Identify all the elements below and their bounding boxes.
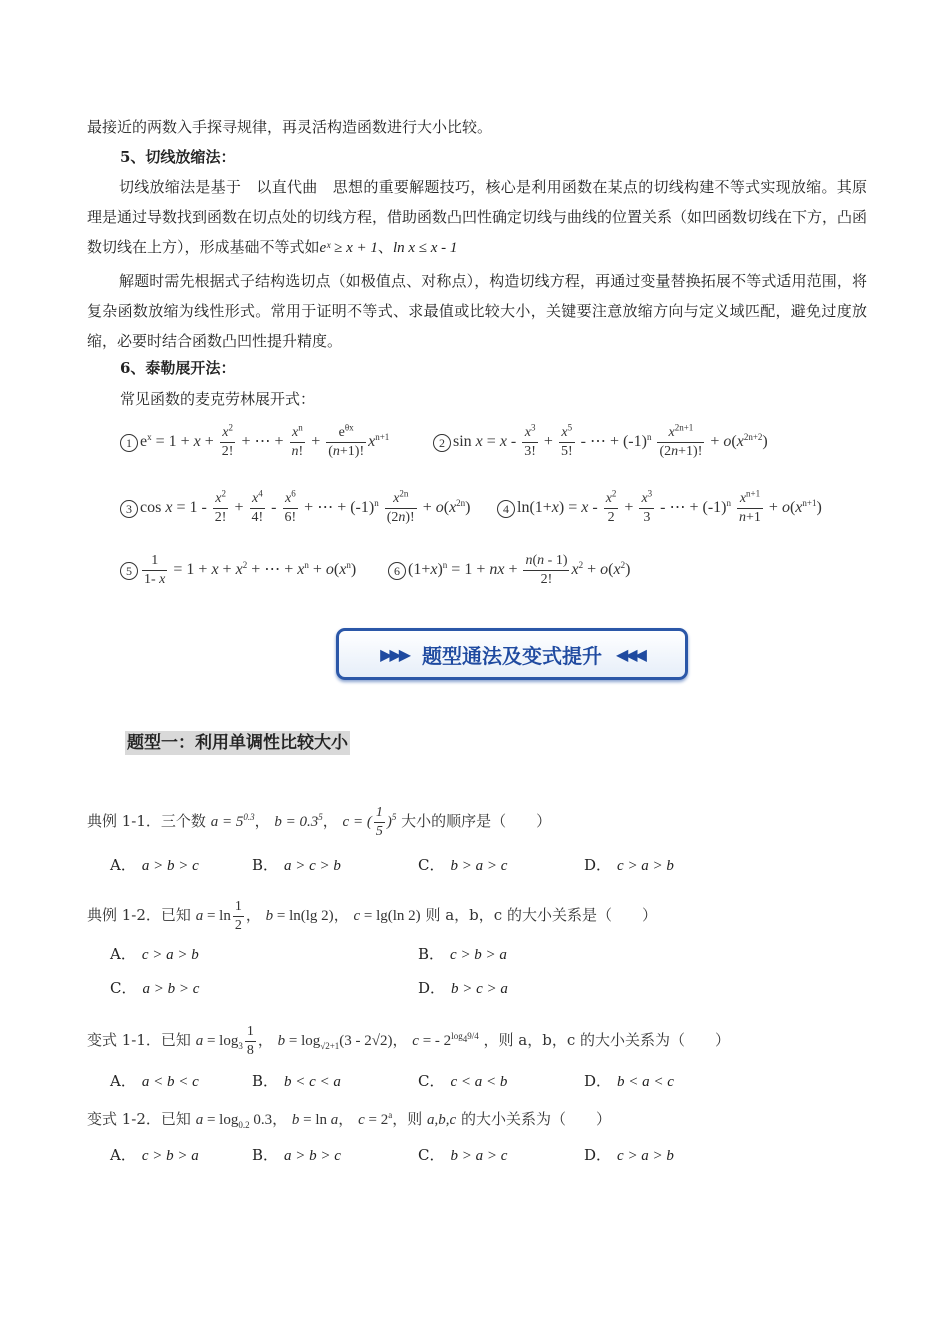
option-expr: b > a > c	[450, 858, 508, 874]
banner-title: 题型通法及变式提升	[422, 643, 602, 668]
section-5-paragraph-1-text: 切线放缩法是基于 以直代曲 思想的重要解题技巧，核心是利用函数在某点的切线构建不等式实现放缩。其原理是通过导数找到函数在切点处的切线方程，借助函数凸凹性确定切线与曲线的位置关系（如凹函数切线在下方，凸函数切线在上方），形成基础不等式如	[87, 178, 868, 256]
inequality-exp: eˣ ≥ x + 1	[319, 240, 378, 256]
option-letter: D．	[584, 1072, 612, 1090]
example-1-1-option-d[interactable]	[584, 854, 674, 877]
variant-1-2-option-a[interactable]	[110, 1144, 199, 1167]
formula-label-5: 5	[120, 562, 138, 580]
example-1-1-option-c[interactable]	[418, 854, 507, 877]
example-1-2-label: 典例 1-2．已知	[87, 905, 191, 924]
option-expr: b > c > a	[451, 981, 508, 997]
option-expr: c > a > b	[617, 1148, 674, 1164]
variant-1-1-stem: 变式 1-1．已知 $a = \log_3$ $\frac{1}{8}$ ， $b = \log_{√2+1}(3 - 2√2)$， c = - $2^{log_49/4}$ ，则 a，b，c 的大小关系为（ ）	[87, 1024, 730, 1058]
option-letter: B．	[252, 1072, 279, 1090]
banner-left-arrows-icon: ▶▶▶	[380, 644, 408, 664]
option-letter: C．	[418, 1146, 445, 1164]
variant-1-2-option-c[interactable]	[418, 1144, 507, 1167]
option-letter: C．	[110, 979, 137, 997]
example-1-2-option-b[interactable]	[418, 943, 507, 966]
section-6-intro: 常见函数的麦克劳林展开式：	[120, 390, 316, 408]
option-letter: C．	[418, 1072, 445, 1090]
option-expr: c < a < b	[450, 1074, 508, 1090]
option-expr: b < a < c	[617, 1074, 674, 1090]
example-1-2-tail: 则 a，b，c 的大小关系是（ ）	[425, 905, 657, 924]
variant-1-1-option-a[interactable]	[110, 1070, 199, 1093]
variant-1-2-label: 变式 1-2．已知	[87, 1110, 191, 1128]
option-letter: A．	[110, 945, 136, 963]
section-5-paragraph-2: 解题时需先根据式子结构选切点（如极值点、对称点），构造切线方程，再通过变量替换拓展不等式适用范围，将复杂函数放缩为线性形式。常用于证明不等式、求最值或比较大小，关键要注意放缩方向与定义域匹配，避免过度放缩，必要时结合函数凸凹性提升精度。	[87, 272, 867, 350]
option-expr: b > a > c	[450, 1148, 508, 1164]
variant-1-1-option-d[interactable]	[584, 1070, 674, 1093]
option-expr: a > b > c	[284, 1148, 341, 1164]
inequality-ln: ln x ≤ x - 1	[392, 240, 458, 256]
option-letter: A．	[110, 1146, 136, 1164]
option-expr: a > c > b	[284, 858, 341, 874]
option-expr: c > a > b	[617, 858, 674, 874]
example-1-1-stem: 典例 1-1．三个数 $a = 5^{0.3}$， $b = 0.3^5$， c = ( $\frac{1}{5}$ )$^5$ 大小的顺序是（ ）	[87, 805, 552, 839]
section-5-heading: 5、切线放缩法：	[120, 148, 236, 166]
option-expr: b < c < a	[284, 1074, 341, 1090]
variant-1-2-stem: 变式 1-2．已知 $a = \log_{0.2} 0.3$， b = ln a， $c = 2^a$，则 a,b,c 的大小关系为（ ）	[87, 1110, 611, 1130]
option-letter: A．	[110, 1072, 136, 1090]
section-5-paragraph-1	[87, 172, 867, 263]
example-1-2-stem: 典例 1-2．已知 a = ln $\frac{1}{2}$ ， b = ln(lg 2)， c = lg(ln 2) 则 a，b，c 的大小关系是（ ）	[87, 899, 657, 933]
option-letter: C．	[418, 856, 445, 874]
variant-1-2-option-b[interactable]	[252, 1144, 341, 1167]
section-banner	[336, 628, 688, 680]
example-1-1-label: 典例 1-1．三个数	[87, 811, 206, 830]
formula-ln: 4 ln(1+x) = x - $\frac{x^2}{2}$ + $\frac{x^3}{3}$ - ⋯ + $(-1)^n$ $\frac{x^{n+1}}{n+1}$ + $o(x^{n+1})$	[497, 490, 822, 527]
example-1-2-option-d[interactable]	[418, 977, 508, 1000]
variant-1-2-tail: 的大小关系为（ ）	[460, 1110, 611, 1128]
formula-cos: 3 cos x = 1 - $\frac{x^2}{2!}$ + $\frac{x^4}{4!}$ - $\frac{x^6}{6!}$ + ⋯ + $(-1)^n$ $\frac{x^{2n}}{(2n)!}$ + $o(x^{2n})$	[120, 490, 471, 527]
variant-1-1-label: 变式 1-1．已知	[87, 1030, 191, 1049]
option-letter: D．	[584, 1146, 612, 1164]
example-1-1-tail: 大小的顺序是（ ）	[401, 811, 552, 830]
formula-label-6: 6	[388, 562, 406, 580]
question-type-title: 题型一：利用单调性比较大小	[127, 733, 348, 753]
formula-label-2: 2	[433, 434, 451, 452]
option-expr: a > b > c	[142, 981, 200, 997]
formula-label-1: 1	[120, 434, 138, 452]
example-1-2-option-c[interactable]	[110, 977, 199, 1000]
formula-geometric: 5 $\frac{1}{1- x}$ = $1 + x + x^2$ + ⋯ + $x^n + o(x^n)$	[120, 552, 356, 589]
section-6-heading: 6、泰勒展开法：	[120, 359, 236, 377]
option-letter: D．	[418, 979, 446, 997]
example-1-2-option-a[interactable]	[110, 943, 199, 966]
formula-label-4: 4	[497, 500, 515, 518]
formula-sin: 2 sin x = x - $\frac{x^3}{3!}$ + $\frac{x^5}{5!}$ - ⋯ + $(-1)^n$ $\frac{x^{2n+1}}{(2n+1)!}$ + $o(x^{2n+2})$	[433, 424, 768, 461]
example-1-1-option-a[interactable]	[110, 854, 199, 877]
option-expr: c > b > a	[450, 947, 507, 963]
intro-tail-text: 最接近的两数入手探寻规律，再灵活构造函数进行大小比较。	[87, 118, 493, 136]
option-expr: a < b < c	[141, 1074, 199, 1090]
option-letter: A．	[110, 856, 136, 874]
variant-1-1-tail: ，则 a，b，c 的大小关系为（ ）	[483, 1030, 730, 1049]
option-letter: B．	[252, 856, 279, 874]
option-letter: D．	[584, 856, 612, 874]
formula-binomial: 6 $(1+x)^n = 1$ + nx + $\frac{n(n - 1)}{2!}$ $x^2 + o(x^2)$	[388, 552, 630, 589]
example-1-1-option-b[interactable]	[252, 854, 341, 877]
option-expr: c > b > a	[141, 1148, 199, 1164]
variant-1-1-option-c[interactable]	[418, 1070, 507, 1093]
formula-exp: 1 $e^x = 1 + x$ + $\frac{x^2}{2!}$ + ⋯ + $\frac{x^n}{n!}$ + $\frac{e^{\theta x}}{(n+1)!}$ $x^{n+1}$	[120, 424, 389, 461]
banner-right-arrows-icon: ◀◀◀	[616, 644, 644, 664]
formula-label-3: 3	[120, 500, 138, 518]
option-expr: c > a > b	[141, 947, 199, 963]
option-letter: B．	[418, 945, 445, 963]
inequality-separator: 、	[377, 238, 393, 256]
option-expr: a > b > c	[141, 858, 199, 874]
variant-1-1-option-b[interactable]	[252, 1070, 341, 1093]
variant-1-2-option-d[interactable]	[584, 1144, 674, 1167]
option-letter: B．	[252, 1146, 279, 1164]
